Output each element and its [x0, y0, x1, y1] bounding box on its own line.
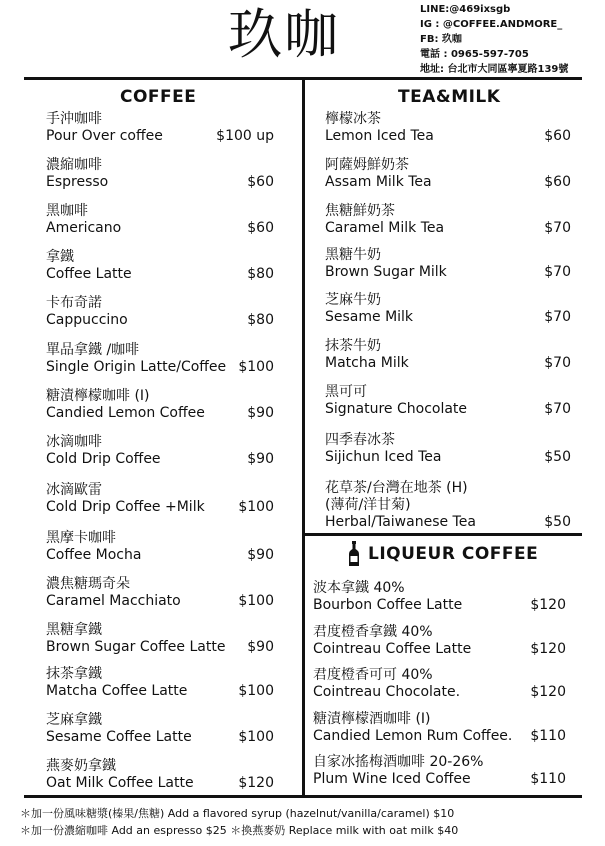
footer-espresso-oat-note: ＊加一份濃縮咖啡 Add an espresso $25 ＊換燕麥奶 Replace milk with oat milk $40 — [20, 824, 459, 837]
item-name-english: Oat Milk Coffee Latte — [46, 775, 194, 791]
item-name-english: Brown Sugar Coffee Latte — [46, 639, 226, 655]
item-name-chinese: 糖漬檸檬咖啡 (I) — [46, 388, 150, 404]
coffee-menu-item — [46, 249, 132, 283]
item-price: $100 — [238, 729, 274, 745]
item-name-english: Espresso — [46, 174, 109, 190]
item-name-chinese: 君度橙香可可 40% — [313, 667, 433, 683]
item-price: $90 — [247, 451, 274, 467]
item-price: $80 — [247, 266, 274, 282]
liqueur-menu-item — [313, 711, 512, 745]
item-name-english: Bourbon Coffee Latte — [313, 597, 463, 613]
item-price: $50 — [544, 449, 571, 465]
item-name-english: Assam Milk Tea — [325, 174, 432, 190]
item-price: $100 up — [216, 128, 274, 144]
item-name-chinese: 燕麥奶拿鐵 — [46, 758, 116, 774]
item-price: $70 — [544, 309, 571, 325]
item-name-chinese: 冰滴咖啡 — [46, 434, 102, 450]
item-price: $90 — [247, 639, 274, 655]
item-name-chinese: 阿薩姆鮮奶茶 — [325, 157, 409, 173]
tea-menu-item — [325, 247, 447, 281]
item-price: $100 — [238, 359, 274, 375]
coffee-menu-item — [46, 342, 226, 376]
coffee-menu-item — [46, 482, 205, 516]
line-id: LINE:@469ixsgb — [420, 4, 511, 15]
item-name-chinese: 黑可可 — [325, 384, 367, 400]
item-name-chinese: 芝麻牛奶 — [325, 292, 381, 308]
coffee-menu-item — [46, 576, 181, 610]
tea-menu-item — [325, 480, 476, 531]
item-name-chinese: 四季春冰茶 — [325, 432, 395, 448]
item-name-chinese: 拿鐵 — [46, 249, 74, 265]
bottom-divider — [24, 795, 582, 798]
item-name-chinese: 花草茶/台灣在地茶 (H) — [325, 480, 468, 496]
item-name-english: Cappuccino — [46, 312, 128, 328]
item-name-english: Sesame Milk — [325, 309, 414, 325]
item-name-english: Sesame Coffee Latte — [46, 729, 192, 745]
item-price: $120 — [530, 641, 566, 657]
item-price: $100 — [238, 499, 274, 515]
item-name-english: Matcha Coffee Latte — [46, 683, 188, 699]
coffee-menu-item — [46, 530, 141, 564]
tea-menu-item — [325, 203, 444, 237]
column-divider — [302, 77, 305, 798]
coffee-menu-item — [46, 295, 128, 329]
item-price: $60 — [247, 174, 274, 190]
phone-number: 電話 : 0965-597-705 — [420, 49, 529, 60]
item-name-chinese: 手沖咖啡 — [46, 111, 102, 127]
item-name-english: Cold Drip Coffee — [46, 451, 161, 467]
item-price: $60 — [544, 128, 571, 144]
item-name-english: Sijichun Iced Tea — [325, 449, 442, 465]
item-name-english: Matcha Milk — [325, 355, 409, 371]
coffee-menu-item — [46, 622, 225, 656]
item-price: $100 — [238, 683, 274, 699]
liqueur-menu-item — [313, 624, 471, 658]
tea-menu-item — [325, 111, 434, 145]
item-name-chinese: 濃焦糖瑪奇朵 — [46, 576, 130, 592]
item-price: $70 — [544, 355, 571, 371]
coffee-menu-item — [46, 712, 192, 746]
item-price: $60 — [247, 220, 274, 236]
item-name-chinese: 檸檬冰茶 — [325, 111, 381, 127]
address: 地址: 台北市大同區寧夏路139號 — [420, 64, 569, 75]
liqueur-menu-item — [313, 580, 462, 614]
coffee-menu-item — [46, 203, 121, 237]
item-price: $70 — [544, 264, 571, 280]
item-name-english: Candied Lemon Coffee — [46, 405, 205, 421]
item-name-english: Coffee Latte — [46, 266, 132, 282]
item-name-chinese-note: (薄荷/洋甘菊) — [325, 497, 411, 513]
item-name-chinese: 卡布奇諾 — [46, 295, 102, 311]
coffee-menu-item — [46, 111, 163, 145]
item-name-english: Caramel Milk Tea — [325, 220, 445, 236]
item-name-chinese: 黑糖牛奶 — [325, 247, 381, 263]
item-name-english: Single Origin Latte/Coffee — [46, 359, 227, 375]
tea-liqueur-divider — [302, 533, 582, 536]
item-name-chinese: 黑摩卡咖啡 — [46, 530, 116, 546]
item-name-chinese: 黑咖啡 — [46, 203, 88, 219]
item-name-english: Candied Lemon Rum Coffee. — [313, 728, 513, 744]
item-price: $120 — [238, 775, 274, 791]
instagram-handle: IG : @COFFEE.ANDMORE_ — [420, 19, 563, 30]
tea-menu-item — [325, 432, 441, 466]
item-price: $60 — [544, 174, 571, 190]
item-name-chinese: 黑糖拿鐵 — [46, 622, 102, 638]
item-name-chinese: 自家冰搖梅酒咖啡 20-26% — [313, 754, 484, 770]
item-name-chinese: 抹茶拿鐵 — [46, 666, 102, 682]
item-price: $90 — [247, 547, 274, 563]
section-title-liqueur: LIQUEUR COFFEE — [368, 544, 539, 564]
tea-menu-item — [325, 292, 413, 326]
item-name-chinese: 濃縮咖啡 — [46, 157, 102, 173]
section-title-coffee: COFFEE — [120, 87, 197, 107]
item-price: $110 — [530, 771, 566, 787]
item-name-english: Coffee Mocha — [46, 547, 142, 563]
item-name-english: Signature Chocolate — [325, 401, 468, 417]
section-title-tea-milk: TEA&MILK — [398, 87, 501, 107]
item-name-chinese: 焦糖鮮奶茶 — [325, 203, 395, 219]
item-name-english: Cointreau Coffee Latte — [313, 641, 472, 657]
item-price: $70 — [544, 401, 571, 417]
item-name-chinese: 抹茶牛奶 — [325, 338, 381, 354]
item-price: $120 — [530, 684, 566, 700]
item-name-english: Cointreau Chocolate. — [313, 684, 461, 700]
facebook-name: FB: 玖咖 — [420, 34, 462, 45]
coffee-menu-item — [46, 434, 161, 468]
footer-syrup-note: ＊加一份風味糖漿(榛果/焦糖) Add a flavored syrup (hazelnut/vanilla/caramel) $10 — [20, 807, 455, 820]
item-name-chinese: 芝麻拿鐵 — [46, 712, 102, 728]
item-price: $50 — [544, 514, 571, 530]
item-price: $100 — [238, 593, 274, 609]
item-name-chinese: 糖漬檸檬酒咖啡 (I) — [313, 711, 431, 727]
item-name-english: Caramel Macchiato — [46, 593, 181, 609]
item-price: $110 — [530, 728, 566, 744]
item-name-chinese: 冰滴歐雷 — [46, 482, 102, 498]
coffee-menu-item — [46, 666, 187, 700]
item-price: $70 — [544, 220, 571, 236]
tea-menu-item — [325, 338, 409, 372]
item-name-english: Plum Wine Iced Coffee — [313, 771, 471, 787]
item-price: $80 — [247, 312, 274, 328]
coffee-menu-item — [46, 758, 194, 792]
tea-menu-item — [325, 384, 467, 418]
item-name-english: Lemon Iced Tea — [325, 128, 434, 144]
item-name-english: Americano — [46, 220, 122, 236]
item-name-chinese: 君度橙香拿鐵 40% — [313, 624, 433, 640]
liqueur-menu-item — [313, 754, 483, 788]
coffee-menu-item — [46, 157, 108, 191]
item-price: $120 — [530, 597, 566, 613]
contact-info — [420, 2, 568, 77]
item-name-chinese: 波本拿鐵 40% — [313, 580, 405, 596]
item-name-english: Herbal/Taiwanese Tea — [325, 514, 476, 530]
tea-menu-item — [325, 157, 432, 191]
item-price: $90 — [247, 405, 274, 421]
item-name-english: Pour Over coffee — [46, 128, 163, 144]
brand-logo: 玖咖 — [228, 3, 340, 66]
coffee-menu-item — [46, 388, 205, 422]
item-name-chinese: 單品拿鐵 /咖啡 — [46, 342, 140, 358]
liqueur-menu-item — [313, 667, 460, 701]
item-name-english: Brown Sugar Milk — [325, 264, 447, 280]
item-name-english: Cold Drip Coffee +Milk — [46, 499, 205, 515]
liqueur-bottle-icon — [348, 541, 360, 567]
